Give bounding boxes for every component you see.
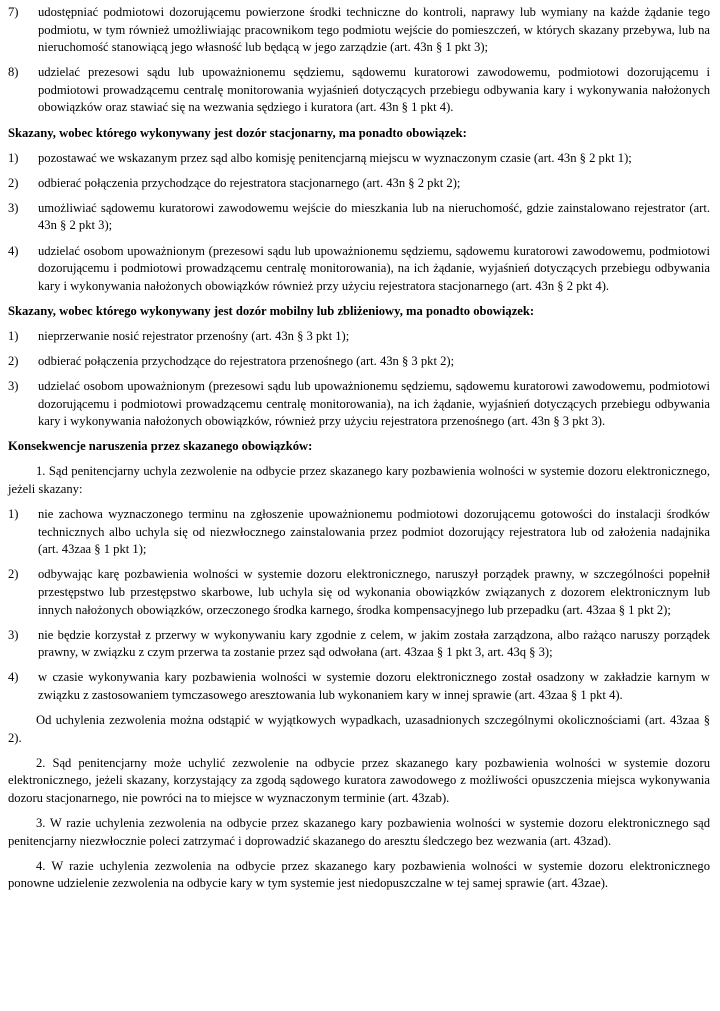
item-number: 2) <box>8 354 19 368</box>
list-item <box>8 506 710 559</box>
item-number: 1) <box>8 328 19 343</box>
item-number: 3) <box>8 627 19 642</box>
item-number: 3) <box>8 200 19 215</box>
item-text: umożliwiać sądowemu kuratorowi zawodowemu wejście do mieszkania lub na nieruchomość, gdzie zainstalowano rejestrator (art. 43n § 2 pkt 3); <box>38 200 710 233</box>
list-item <box>8 627 710 662</box>
item-number: 3) <box>8 379 19 394</box>
paragraph: 3. W razie uchylenia zezwolenia na odbycie przez skazanego kary pozbawienia wolności w systemie dozoru elektronicznego sąd penitencjarny niezwłocznie poleci zatrzymać i doprowadzić skazanego do aresztu śledczego bez wezwania (art. 43zad). <box>8 816 710 848</box>
item-number: 2) <box>8 567 19 582</box>
list-item <box>8 200 710 235</box>
list-item <box>8 328 710 346</box>
list-item <box>8 353 710 371</box>
list-item <box>8 64 710 117</box>
list-obligations-general <box>8 4 710 117</box>
paragraph: Od uchylenia zezwolenia można odstąpić w wyjątkowych wypadkach, uzasadnionych szczególnymi okolicznościami (art. 43zaa § 2). <box>8 713 710 745</box>
list-item <box>8 566 710 619</box>
item-number: 8) <box>8 65 19 80</box>
paragraph-intro: 1. Sąd penitencjarny uchyla zezwolenie na odbycie przez skazanego kary pozbawienia wolności w systemie dozoru elektronicznego, jeżeli skazany: <box>8 464 710 497</box>
list-consequences <box>8 506 710 704</box>
item-text: udzielać osobom upoważnionym (prezesowi sądu lub upoważnionemu sędziemu, sądowemu kuratorowi zawodowemu, podmiotowi dozorującemu i podmiotowi prowadzącemu centralę monitorowania), na ich żądanie, wyjaśnień dotyczących przebiegu odbywania kary i wykonywania nałożonych obowiązków, również przy użyciu rejestratora przenośnego (art. 43n § 3 pkt 3). <box>38 379 710 429</box>
section-heading-consequences: Konsekwencje naruszenia przez skazanego obowiązków: <box>8 439 313 454</box>
list-obligations-mobile <box>8 328 710 431</box>
list-item <box>8 378 710 431</box>
item-text: nieprzerwanie nosić rejestrator przenośny (art. 43n § 3 pkt 1); <box>38 328 350 343</box>
list-item <box>8 175 710 193</box>
item-text: odbierać połączenia przychodzące do rejestratora stacjonarnego (art. 43n § 2 pkt 2); <box>38 175 461 190</box>
item-number: 2) <box>8 175 19 190</box>
list-obligations-stationary <box>8 150 710 296</box>
item-text: w czasie wykonywania kary pozbawienia wolności w systemie dozoru elektronicznego został osadzony w zakładzie karnym w związku z zastosowaniem tymczasowego aresztowania lub wykonaniem kary w innej sprawie (art. 43zaa § 1 pkt 4). <box>38 670 710 702</box>
item-text: odbierać połączenia przychodzące do rejestratora przenośnego (art. 43n § 3 pkt 2); <box>38 354 455 368</box>
item-text: nie będzie korzystał z przerwy w wykonywaniu kary zgodnie z celem, w jakim została zarządzona, albo rażąco naruszy porządek prawny, w związku z czym przerwa ta zostanie przez sąd odwołana (art. 43zaa § 1 pkt 3, art. 43q § 3); <box>38 627 710 660</box>
list-item <box>8 150 710 168</box>
item-number: 7) <box>8 5 19 19</box>
paragraph: 4. W razie uchylenia zezwolenia na odbycie przez skazanego kary pozbawienia wolności w systemie dozoru elektronicznego ponowne udzielenie zezwolenia na odbycie kary w tym systemie jest niedopuszczalne w tej samej sprawie (art. 43zae). <box>8 858 710 891</box>
item-text: udzielać osobom upoważnionym (prezesowi sądu lub upoważnionemu sędziemu, sądowemu kuratorowi zawodowemu, podmiotowi dozorującemu i podmiotowi prowadzącemu centralę monitorowania), na ich żądanie, wyjaśnień dotyczących przebiegu odbywania kary i wykonywania nałożonych obowiązków również przy użyciu rejestratora stacjonarnego (art. 43n § 2 pkt 4). <box>38 243 710 293</box>
item-number: 1) <box>8 507 19 522</box>
item-text: pozostawać we wskazanym przez sąd albo komisję penitencjarną miejscu w wyznaczonym czasie (art. 43n § 2 pkt 1); <box>38 150 632 165</box>
section-heading-mobile: Skazany, wobec którego wykonywany jest dozór mobilny lub zbliżeniowy, ma ponadto obowiązek: <box>8 303 535 318</box>
item-number: 4) <box>8 243 19 258</box>
item-text: odbywając karę pozbawienia wolności w systemie dozoru elektronicznego, naruszył porządek prawny, w szczególności popełnił przestępstwo lub przestępstwo skarbowe, lub uchyla się od wykonania obowiązków związanych z dozorem elektronicznym lub innych nałożonych obowiązków, orzeczonego środka karnego, środka kompensacyjnego lub przepadku (art. 43zaa § 1 pkt 2); <box>38 567 710 617</box>
item-number: 1) <box>8 150 19 165</box>
list-item <box>8 4 710 57</box>
item-text: udzielać prezesowi sądu lub upoważnionemu sędziemu, sądowemu kuratorowi zawodowemu, podmiotowi dozorującemu i podmiotowi prowadzącemu centralę monitorowania wyjaśnień dotyczących przebiegu odbywania kary i wykonywania nałożonych obowiązków oraz stawiać się na wezwania sędziego i kuratora (art. 43n § 1 pkt 4). <box>38 65 710 115</box>
item-number: 4) <box>8 670 19 685</box>
paragraph: 2. Sąd penitencjarny może uchylić zezwolenie na odbycie przez skazanego kary pozbawienia wolności w systemie dozoru elektronicznego, jeżeli skazany, korzystający za zgodą sądowego kuratora zawodowego z możliwości opuszczenia miejsca wykonywania dozoru stacjonarnego, nie powróci na to miejsce w wyznaczonym terminie (art. 43zab). <box>8 755 710 805</box>
list-item <box>8 669 710 704</box>
item-text: nie zachowa wyznaczonego terminu na zgłoszenie upoważnionemu podmiotowi dozorującemu gotowości do instalacji środków technicznych albo uchyla się od niezwłocznego zainstalowania przez podmiot dozorujący rejestratora lub od założenia nadajnika (art. 43zaa § 1 pkt 1); <box>38 507 710 557</box>
item-text: udostępniać podmiotowi dozorującemu powierzone środki techniczne do kontroli, naprawy lub wymiany na każde żądanie tego podmiotu, w tym również umożliwiając pracownikom tego podmiotu wejście do pomieszczeń, w których skazany przebywa, lub na nieruchomość stanowiącą jego własność lub będącą w jego zarządzie (art. 43n § 1 pkt 3); <box>38 5 710 55</box>
list-item <box>8 243 710 296</box>
section-heading-stationary: Skazany, wobec którego wykonywany jest dozór stacjonarny, ma ponadto obowiązek: <box>8 125 467 140</box>
